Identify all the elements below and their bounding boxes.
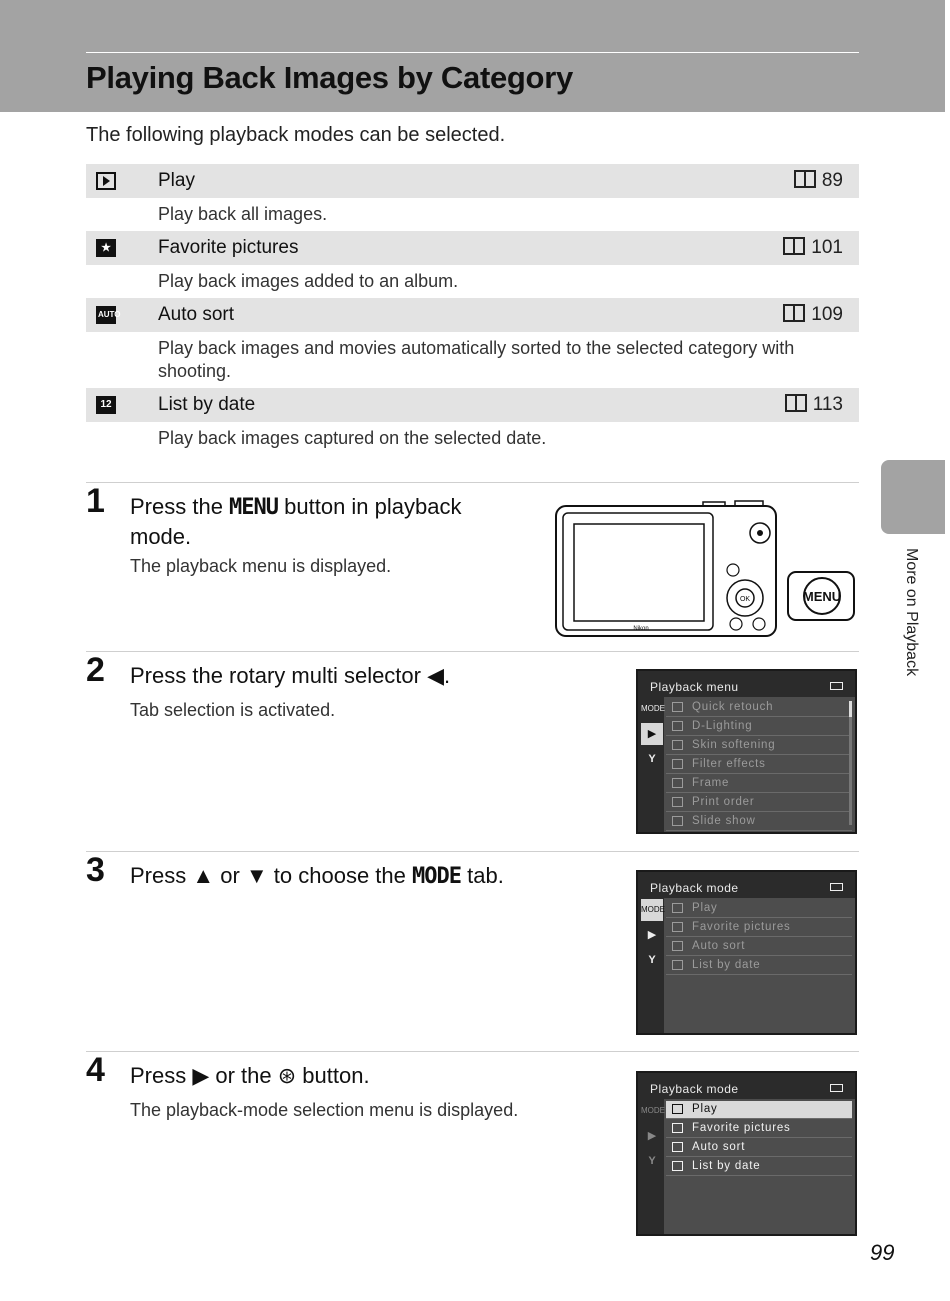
menu-item-selected[interactable] — [666, 1101, 852, 1119]
screen-title: Playback mode — [650, 1082, 739, 1096]
skin-softening-icon — [672, 740, 683, 750]
play-icon — [672, 903, 683, 913]
mode-row-favorite — [86, 231, 859, 265]
menu-item-label: Favorite pictures — [692, 1122, 791, 1134]
screen-tab-column — [638, 898, 664, 1033]
menu-item[interactable] — [666, 900, 852, 918]
tab-playback[interactable]: ▶ — [647, 929, 657, 941]
menu-item-label: Quick retouch — [692, 701, 774, 713]
step-title-text: Press the — [130, 494, 230, 519]
d-lighting-icon — [672, 721, 683, 731]
slide-show-icon — [672, 816, 683, 826]
play-icon — [672, 1104, 683, 1114]
brand-logo: Nikon — [633, 626, 649, 632]
menu-item[interactable] — [666, 794, 852, 812]
menu-item[interactable] — [666, 737, 852, 755]
mode-name: Play — [158, 170, 195, 191]
menu-item-label: Filter effects — [692, 758, 766, 770]
ok-label: OK — [739, 596, 751, 603]
step-title-text: . — [444, 663, 451, 688]
book-icon — [785, 394, 807, 412]
screen-header — [638, 671, 855, 697]
ok-button-glyph: ⊛ — [277, 1063, 297, 1088]
page-ref — [783, 237, 843, 259]
quick-retouch-icon — [672, 702, 683, 712]
battery-icon — [830, 883, 843, 891]
tab-playback[interactable]: ▶ — [647, 1130, 657, 1142]
tab-mode[interactable]: MODE — [641, 704, 665, 713]
menu-item-label: Play — [692, 902, 718, 914]
screen-header — [638, 872, 855, 898]
tab-mode[interactable]: MODE — [641, 1106, 665, 1115]
mode-name: Auto sort — [158, 304, 235, 325]
step-text: The playback-mode selection menu is displayed. — [130, 1100, 519, 1120]
print-order-icon — [672, 797, 683, 807]
menu-item-label: D-Lighting — [692, 720, 753, 732]
list-by-date-icon — [672, 1161, 683, 1171]
tab-mode[interactable]: MODE — [641, 899, 663, 921]
menu-item-label: Skin softening — [692, 739, 776, 751]
frame-icon — [672, 778, 683, 788]
menu-list — [666, 1101, 852, 1177]
tab-setup[interactable]: Y — [648, 1155, 656, 1167]
header-rule — [86, 52, 859, 53]
step-divider — [86, 482, 859, 483]
mode-description: Play back images captured on the selected date. — [158, 428, 547, 448]
screen-header — [638, 1073, 855, 1099]
scrollbar[interactable] — [849, 701, 852, 825]
menu-item[interactable] — [666, 813, 852, 831]
screen-title: Playback menu — [650, 680, 739, 694]
page-ref — [785, 394, 843, 416]
menu-item-label: List by date — [692, 959, 761, 971]
mode-description: Play back images and movies automatically sorted to the selected category with shooting. — [158, 338, 795, 381]
list-by-date-icon — [672, 960, 683, 970]
mode-description: Play back images added to an album. — [158, 271, 459, 291]
step-divider — [86, 1051, 859, 1052]
menu-item[interactable] — [666, 1139, 852, 1157]
menu-item-label: Slide show — [692, 815, 756, 827]
playback-menu-screen — [636, 669, 857, 834]
menu-item[interactable] — [666, 938, 852, 956]
list-by-date-icon: 12 — [96, 396, 116, 414]
step-title — [130, 1061, 370, 1090]
menu-item[interactable] — [666, 919, 852, 937]
favorite-icon: ★ — [96, 239, 116, 257]
playback-mode-screen-tab — [636, 870, 857, 1035]
page-ref-number: 101 — [811, 237, 843, 258]
step-title — [130, 492, 500, 551]
mode-row-play — [86, 164, 859, 198]
menu-item-label: List by date — [692, 1160, 761, 1172]
step-divider — [86, 851, 859, 852]
step-title-text: button. — [296, 1063, 370, 1088]
menu-item-label: Favorite pictures — [692, 921, 791, 933]
step-number: 1 — [86, 482, 105, 520]
menu-item[interactable] — [666, 775, 852, 793]
step-number: 2 — [86, 651, 105, 689]
step-title — [130, 861, 504, 891]
scrollbar-thumb[interactable] — [849, 701, 852, 717]
mode-name: Favorite pictures — [158, 237, 299, 258]
playback-mode-screen-list — [636, 1071, 857, 1236]
step-number: 3 — [86, 851, 105, 889]
step-text: The playback menu is displayed. — [130, 556, 392, 576]
auto-sort-icon — [672, 941, 683, 951]
tab-playback[interactable]: ▶ — [641, 723, 663, 745]
menu-item-label: Play — [692, 1103, 718, 1115]
step-title — [130, 661, 450, 690]
favorite-icon — [672, 922, 683, 932]
filter-effects-icon — [672, 759, 683, 769]
menu-item[interactable] — [666, 1120, 852, 1138]
step-title-text: button in playback mode. — [130, 494, 462, 549]
mode-key-glyph: MODE — [412, 864, 461, 889]
menu-item-label: Auto sort — [692, 1141, 746, 1153]
menu-item[interactable] — [666, 699, 852, 717]
camera-back-illustration — [555, 500, 857, 640]
screen-tab-column — [638, 697, 664, 832]
step-title-text: Press ▲ or ▼ to choose the — [130, 863, 413, 888]
step-title-text: tab. — [461, 863, 504, 888]
tab-setup[interactable]: Y — [648, 753, 656, 765]
book-icon — [794, 170, 816, 188]
section-tab — [881, 460, 945, 534]
menu-item-label: Auto sort — [692, 940, 746, 952]
mode-row-list-by-date — [86, 388, 859, 422]
tab-setup[interactable]: Y — [648, 954, 656, 966]
menu-item-label: Frame — [692, 777, 730, 789]
menu-item[interactable] — [666, 957, 852, 975]
auto-sort-icon — [672, 1142, 683, 1152]
intro-text: The following playback modes can be selected. — [86, 124, 506, 146]
screen-tab-column — [638, 1099, 664, 1234]
header-band — [0, 0, 945, 112]
step-number: 4 — [86, 1051, 105, 1089]
mode-table — [86, 164, 859, 455]
menu-list — [666, 699, 852, 832]
page-ref-number: 113 — [812, 394, 843, 415]
mode-row-auto-sort — [86, 298, 859, 332]
page-ref — [783, 304, 843, 326]
step-title-text: Press ▶ or the — [130, 1063, 278, 1088]
menu-item[interactable] — [666, 1158, 852, 1176]
book-icon — [783, 237, 805, 255]
battery-icon — [830, 1084, 843, 1092]
step-text: Tab selection is activated. — [130, 700, 336, 720]
step-title-text: Press the rotary multi selector — [130, 663, 428, 688]
page-ref-number: 89 — [821, 170, 843, 191]
book-icon — [783, 304, 805, 322]
favorite-icon — [672, 1123, 683, 1133]
menu-item-label: Print order — [692, 796, 755, 808]
mode-description: Play back all images. — [158, 204, 328, 224]
menu-item[interactable] — [666, 718, 852, 736]
menu-key-glyph: MENU — [229, 495, 279, 520]
auto-sort-icon: AUTO — [96, 306, 116, 324]
play-icon — [96, 172, 116, 190]
menu-button-callout: MENU — [802, 589, 842, 604]
page-number: 99 — [870, 1240, 895, 1265]
page-ref — [794, 170, 843, 192]
menu-list — [666, 900, 852, 976]
menu-item[interactable] — [666, 756, 852, 774]
page-ref-number: 109 — [811, 304, 843, 325]
page-title: Playing Back Images by Category — [86, 60, 573, 95]
step-divider — [86, 651, 859, 652]
mode-name: List by date — [158, 394, 256, 415]
left-arrow-glyph: ◀ — [427, 663, 445, 688]
screen-title: Playback mode — [650, 881, 739, 895]
battery-icon — [830, 682, 843, 690]
section-label: More on Playback — [903, 548, 920, 677]
